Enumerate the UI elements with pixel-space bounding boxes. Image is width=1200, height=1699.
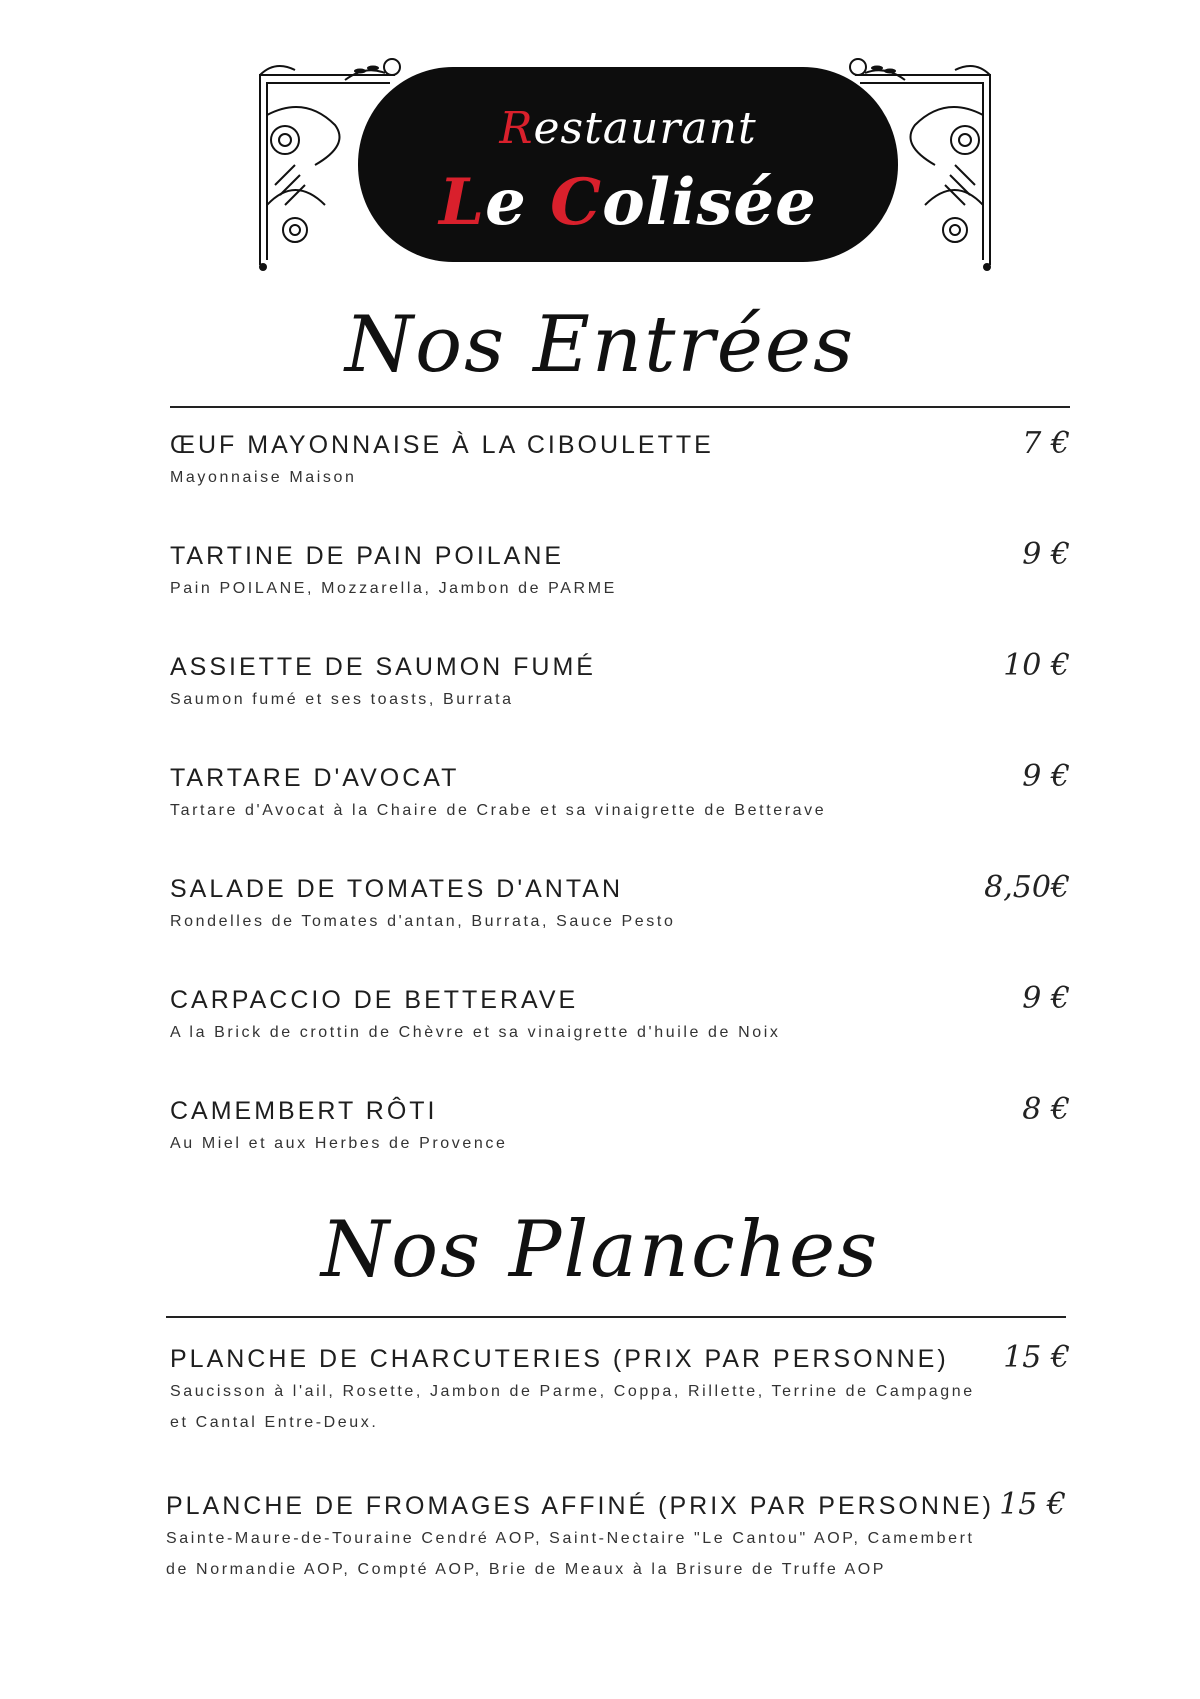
menu-item bbox=[166, 1487, 1066, 1585]
section-title-entrees: Nos Entrées bbox=[344, 300, 856, 390]
item-price: 10 € bbox=[1003, 648, 1070, 683]
item-price: 15 € bbox=[999, 1487, 1066, 1522]
logo-plate bbox=[358, 67, 898, 262]
item-name: ŒUF MAYONNAISE À LA CIBOULETTE bbox=[170, 431, 714, 459]
section-divider bbox=[166, 1316, 1066, 1318]
logo-restaurant-name: Le Colisée bbox=[439, 165, 817, 240]
item-description: Mayonnaise Maison bbox=[170, 469, 357, 486]
section-title-planches: Nos Planches bbox=[320, 1205, 880, 1295]
item-name: CAMEMBERT RÔTI bbox=[170, 1097, 438, 1125]
restaurant-logo bbox=[255, 55, 995, 285]
item-name: ASSIETTE DE SAUMON FUMÉ bbox=[170, 653, 596, 681]
menu-item bbox=[170, 426, 1070, 493]
menu-item bbox=[170, 981, 1070, 1048]
item-description: Au Miel et aux Herbes de Provence bbox=[170, 1135, 508, 1152]
section-divider bbox=[170, 406, 1070, 408]
item-name: CARPACCIO DE BETTERAVE bbox=[170, 986, 579, 1014]
item-description: Sainte-Maure-de-Touraine Cendré AOP, Saint-Nectaire "Le Cantou" AOP, Camembert de Normandie AOP, Compté AOP, Brie de Meaux à la Brisure de Truffe AOP bbox=[166, 1530, 975, 1578]
item-description: Pain POILANE, Mozzarella, Jambon de PARME bbox=[170, 580, 617, 597]
logo-word-restaurant: Restaurant bbox=[499, 103, 757, 154]
item-price: 9 € bbox=[1022, 537, 1070, 572]
item-price: 7 € bbox=[1022, 426, 1070, 461]
item-price: 9 € bbox=[1022, 981, 1070, 1016]
item-price: 15 € bbox=[1003, 1340, 1070, 1375]
menu-item bbox=[170, 870, 1070, 937]
menu-item bbox=[170, 1340, 1070, 1438]
item-price: 8 € bbox=[1022, 1092, 1070, 1127]
menu-item bbox=[170, 759, 1070, 826]
item-description: Rondelles de Tomates d'antan, Burrata, Sauce Pesto bbox=[170, 913, 676, 930]
item-description: Saumon fumé et ses toasts, Burrata bbox=[170, 691, 514, 708]
item-price: 8,50€ bbox=[984, 870, 1070, 905]
menu-item bbox=[170, 537, 1070, 604]
item-name: SALADE DE TOMATES D'ANTAN bbox=[170, 875, 624, 903]
item-name: PLANCHE DE CHARCUTERIES (PRIX PAR PERSONNE) bbox=[170, 1345, 949, 1373]
menu-item bbox=[170, 1092, 1070, 1159]
menu-item bbox=[170, 648, 1070, 715]
item-description: Tartare d'Avocat à la Chaire de Crabe et sa vinaigrette de Betterave bbox=[170, 802, 827, 819]
item-name: PLANCHE DE FROMAGES AFFINÉ (PRIX PAR PERSONNE) bbox=[166, 1492, 994, 1520]
item-description: A la Brick de crottin de Chèvre et sa vinaigrette d'huile de Noix bbox=[170, 1024, 781, 1041]
item-name: TARTARE D'AVOCAT bbox=[170, 764, 460, 792]
item-name: TARTINE DE PAIN POILANE bbox=[170, 542, 565, 570]
item-description: Saucisson à l'ail, Rosette, Jambon de Parme, Coppa, Rillette, Terrine de Campagne et Cantal Entre-Deux. bbox=[170, 1383, 975, 1431]
item-price: 9 € bbox=[1022, 759, 1070, 794]
